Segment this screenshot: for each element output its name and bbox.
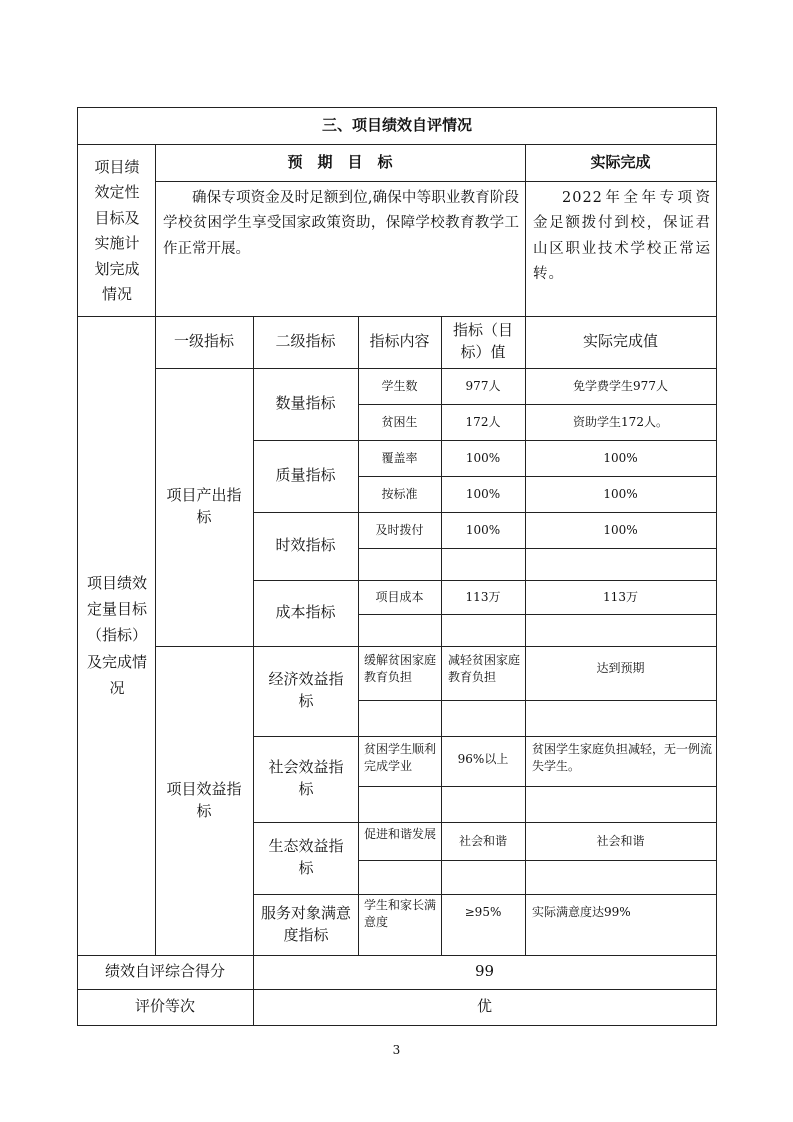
row-actual: 100% (603, 522, 638, 537)
row-content: 项目成本 (375, 589, 424, 604)
score-label: 绩效自评综合得分 (104, 962, 225, 981)
qualitative-row-label: 项目绩效定性目标及实施计划完成情况 (94, 157, 140, 303)
row-actual: 达到预期 (596, 661, 645, 675)
group-ecological: 生态效益指标 (268, 837, 344, 877)
group-quality: 质量指标 (275, 466, 336, 485)
rule (716, 107, 717, 1025)
header-content: 指标内容 (369, 332, 430, 351)
row-actual: 免学费学生977人 (573, 378, 668, 393)
header-level2: 二级指标 (275, 332, 336, 351)
grade-label: 评价等次 (134, 997, 195, 1016)
row-content: 按标准 (381, 486, 418, 501)
expected-text: 确保专项资金及时足额到位,确保中等职业教育阶段学校贫困学生享受国家政策资助，保障学校教育教学工作正常开展。 (163, 190, 519, 257)
row-content: 覆盖率 (381, 450, 418, 465)
row-actual: 贫困学生家庭负担减轻，无一例流失学生。 (532, 742, 713, 773)
row-target: 100% (465, 450, 501, 465)
row-target: 96%以上 (457, 751, 509, 766)
row-actual: 113万 (603, 589, 638, 604)
row-target: 100% (465, 486, 501, 501)
row-content: 及时拨付 (375, 522, 424, 537)
rule (155, 181, 717, 182)
row-actual: 社会和谐 (596, 833, 645, 848)
section-title: 三、项目绩效自评情况 (321, 115, 472, 134)
page-number: 3 (392, 1043, 401, 1057)
header-target: 指标（目标）值 (452, 321, 513, 361)
row-content: 贫困学生顺利完成学业 (364, 742, 437, 773)
group-satisfaction: 服务对象满意度指标 (260, 903, 351, 944)
rule (77, 1025, 717, 1026)
row-actual: 100% (603, 486, 638, 501)
quantitative-row-label: 项目绩效定量目标（指标）及完成情况 (86, 573, 147, 697)
expected-header: 预 期 目 标 (287, 152, 393, 171)
rule (358, 700, 717, 701)
row-target: ≥95% (464, 904, 502, 919)
row-target: 172人 (465, 414, 501, 429)
actual-text: 2022年全年专项资金足额拨付到校，保证君山区职业技术学校正常运转。 (533, 190, 711, 283)
row-content: 贫困生 (381, 414, 418, 429)
row-target: 977人 (465, 378, 501, 393)
grade-value: 优 (476, 997, 492, 1016)
header-level1: 一级指标 (173, 332, 234, 351)
row-content: 学生数 (381, 378, 418, 393)
row-actual: 实际满意度达99% (532, 904, 631, 919)
header-actual: 实际完成值 (582, 332, 658, 351)
group-quantity: 数量指标 (275, 394, 336, 413)
row-target: 113万 (465, 589, 501, 604)
row-target: 减轻贫困家庭教育负担 (448, 653, 521, 684)
row-actual: 100% (603, 450, 638, 465)
rule (358, 786, 717, 787)
row-target: 社会和谐 (458, 833, 507, 848)
rule (358, 548, 717, 549)
row-target: 100% (465, 522, 501, 537)
row-content: 促进和谐发展 (364, 827, 437, 841)
group-timeliness: 时效指标 (275, 536, 336, 555)
group-cost: 成本指标 (275, 603, 336, 622)
rule (358, 860, 717, 861)
output-indicators-label: 项目产出指标 (166, 486, 242, 526)
benefit-indicators-label: 项目效益指标 (166, 779, 242, 820)
rule (155, 144, 156, 955)
rule (77, 107, 78, 1025)
row-actual: 资助学生172人。 (573, 414, 668, 429)
score-value: 99 (474, 962, 495, 981)
group-economic: 经济效益指标 (268, 670, 344, 710)
group-social: 社会效益指标 (268, 758, 344, 798)
row-content: 学生和家长满意度 (364, 898, 437, 929)
row-content: 缓解贫困家庭教育负担 (364, 653, 437, 684)
actual-header: 实际完成 (590, 152, 651, 171)
rule (358, 614, 717, 615)
